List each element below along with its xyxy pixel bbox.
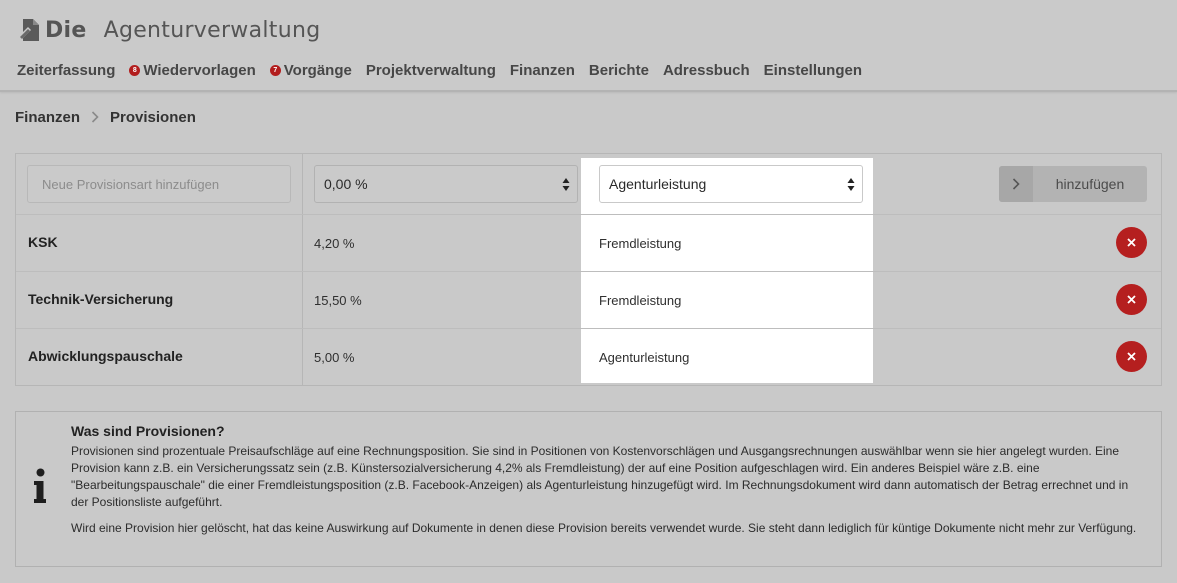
delete-button[interactable] <box>1116 341 1147 372</box>
count-badge: 7 <box>270 65 281 76</box>
breadcrumb-current: Provisionen <box>110 108 196 126</box>
brand[interactable] <box>18 14 320 46</box>
column-divider <box>302 154 303 385</box>
nav-item-einstellungen[interactable] <box>764 62 862 79</box>
row-divider <box>16 214 1161 215</box>
delete-button[interactable] <box>1116 284 1147 315</box>
info-paragraph: Provisionen sind prozentuale Preisaufschläge auf eine Rechnungsposition. Sie sind in Positionen von Kostenvorschlägen und Ausgangsrechnungen auswählbar wenn sie hier angelegt wurden. Eine Provision kann z.B. ein Versicherungssatz sein (z.B. Künstersozialversicherung 4,2% als Fremdleistung) der auf eine Position aufgeschlagen wird. Ein anderes Beispiel wäre z.B. eine "Bearbeitungspauschale" die einer Fremdleistungsposition (z.B. Facebook-Anzeigen) als Agenturleistung hinzugefügt wird. Im Rechnungsdokument wird dann automatisch der Betrag errechnet und in der Positionsliste aufgeführt. <box>71 444 1129 509</box>
nav-item-adressbuch[interactable] <box>663 62 750 79</box>
nav-item-label: Projektverwaltung <box>365 61 496 79</box>
breadcrumb-parent[interactable]: Finanzen <box>15 108 81 126</box>
count-badge: 8 <box>129 65 140 76</box>
add-button-label: hinzufügen <box>1055 176 1125 192</box>
provisions-table <box>15 153 1162 386</box>
main-nav <box>17 60 876 80</box>
provision-name: Abwicklungspauschale <box>28 348 183 364</box>
nav-item-wiedervorlagen[interactable] <box>129 62 255 79</box>
nav-item-label: Adressbuch <box>662 61 750 79</box>
nav-item-label: Zeiterfassung <box>17 61 116 79</box>
close-icon <box>1127 295 1136 304</box>
close-icon <box>1127 352 1136 361</box>
nav-item-label: Vorgänge <box>283 61 352 79</box>
breadcrumb <box>15 107 196 127</box>
updown-arrows-icon <box>847 177 855 192</box>
nav-item-label: Einstellungen <box>763 61 862 79</box>
delete-button[interactable] <box>1116 227 1147 258</box>
chevron-right-icon <box>91 111 99 123</box>
nav-item-projektverwaltung[interactable] <box>366 62 496 79</box>
provision-name: KSK <box>28 234 58 250</box>
row-divider <box>16 271 1161 272</box>
close-icon <box>1127 238 1136 247</box>
nav-item-finanzen[interactable] <box>510 62 575 79</box>
provision-type: Fremdleistung <box>599 236 682 251</box>
info-paragraph: Wird eine Provision hier gelöscht, hat das keine Auswirkung auf Dokumente in denen diese Provision bereits verwendet wurde. Sie steht dann lediglich für küntige Dokumente nicht mehr zur Verfügung. <box>71 521 1137 535</box>
type-select-value: Agenturleistung <box>609 176 707 192</box>
pencil-document-icon <box>18 16 44 44</box>
provision-percent: 5,00 % <box>314 350 355 365</box>
app-title <box>45 18 320 43</box>
nav-item-label: Finanzen <box>509 61 575 79</box>
updown-arrows-icon <box>562 177 570 192</box>
info-icon <box>33 468 47 504</box>
nav-item-label: Berichte <box>588 61 649 79</box>
app-header <box>0 0 1177 92</box>
nav-item-label: Wiedervorlagen <box>143 61 256 79</box>
nav-item-berichte[interactable] <box>589 62 649 79</box>
app-title-bold: Die <box>45 17 87 43</box>
chevron-right-icon <box>999 166 1033 202</box>
add-provision-button[interactable] <box>999 166 1147 202</box>
provision-type: Fremdleistung <box>599 293 682 308</box>
info-box <box>15 411 1162 567</box>
provision-type: Agenturleistung <box>599 350 690 365</box>
type-select[interactable] <box>599 165 863 203</box>
percent-select-value: 0,00 % <box>324 176 368 192</box>
nav-item-zeiterfassung[interactable] <box>17 62 115 79</box>
info-title: Was sind Provisionen? <box>71 423 225 439</box>
row-divider <box>16 328 1161 329</box>
provision-name: Technik-Versicherung <box>28 291 174 307</box>
new-provision-input[interactable] <box>27 165 291 203</box>
provision-percent: 15,50 % <box>314 293 362 308</box>
provision-percent: 4,20 % <box>314 236 355 251</box>
nav-item-vorgaenge[interactable] <box>270 62 352 79</box>
app-title-rest: Agenturverwaltung <box>103 17 321 43</box>
percent-select[interactable] <box>314 165 578 203</box>
